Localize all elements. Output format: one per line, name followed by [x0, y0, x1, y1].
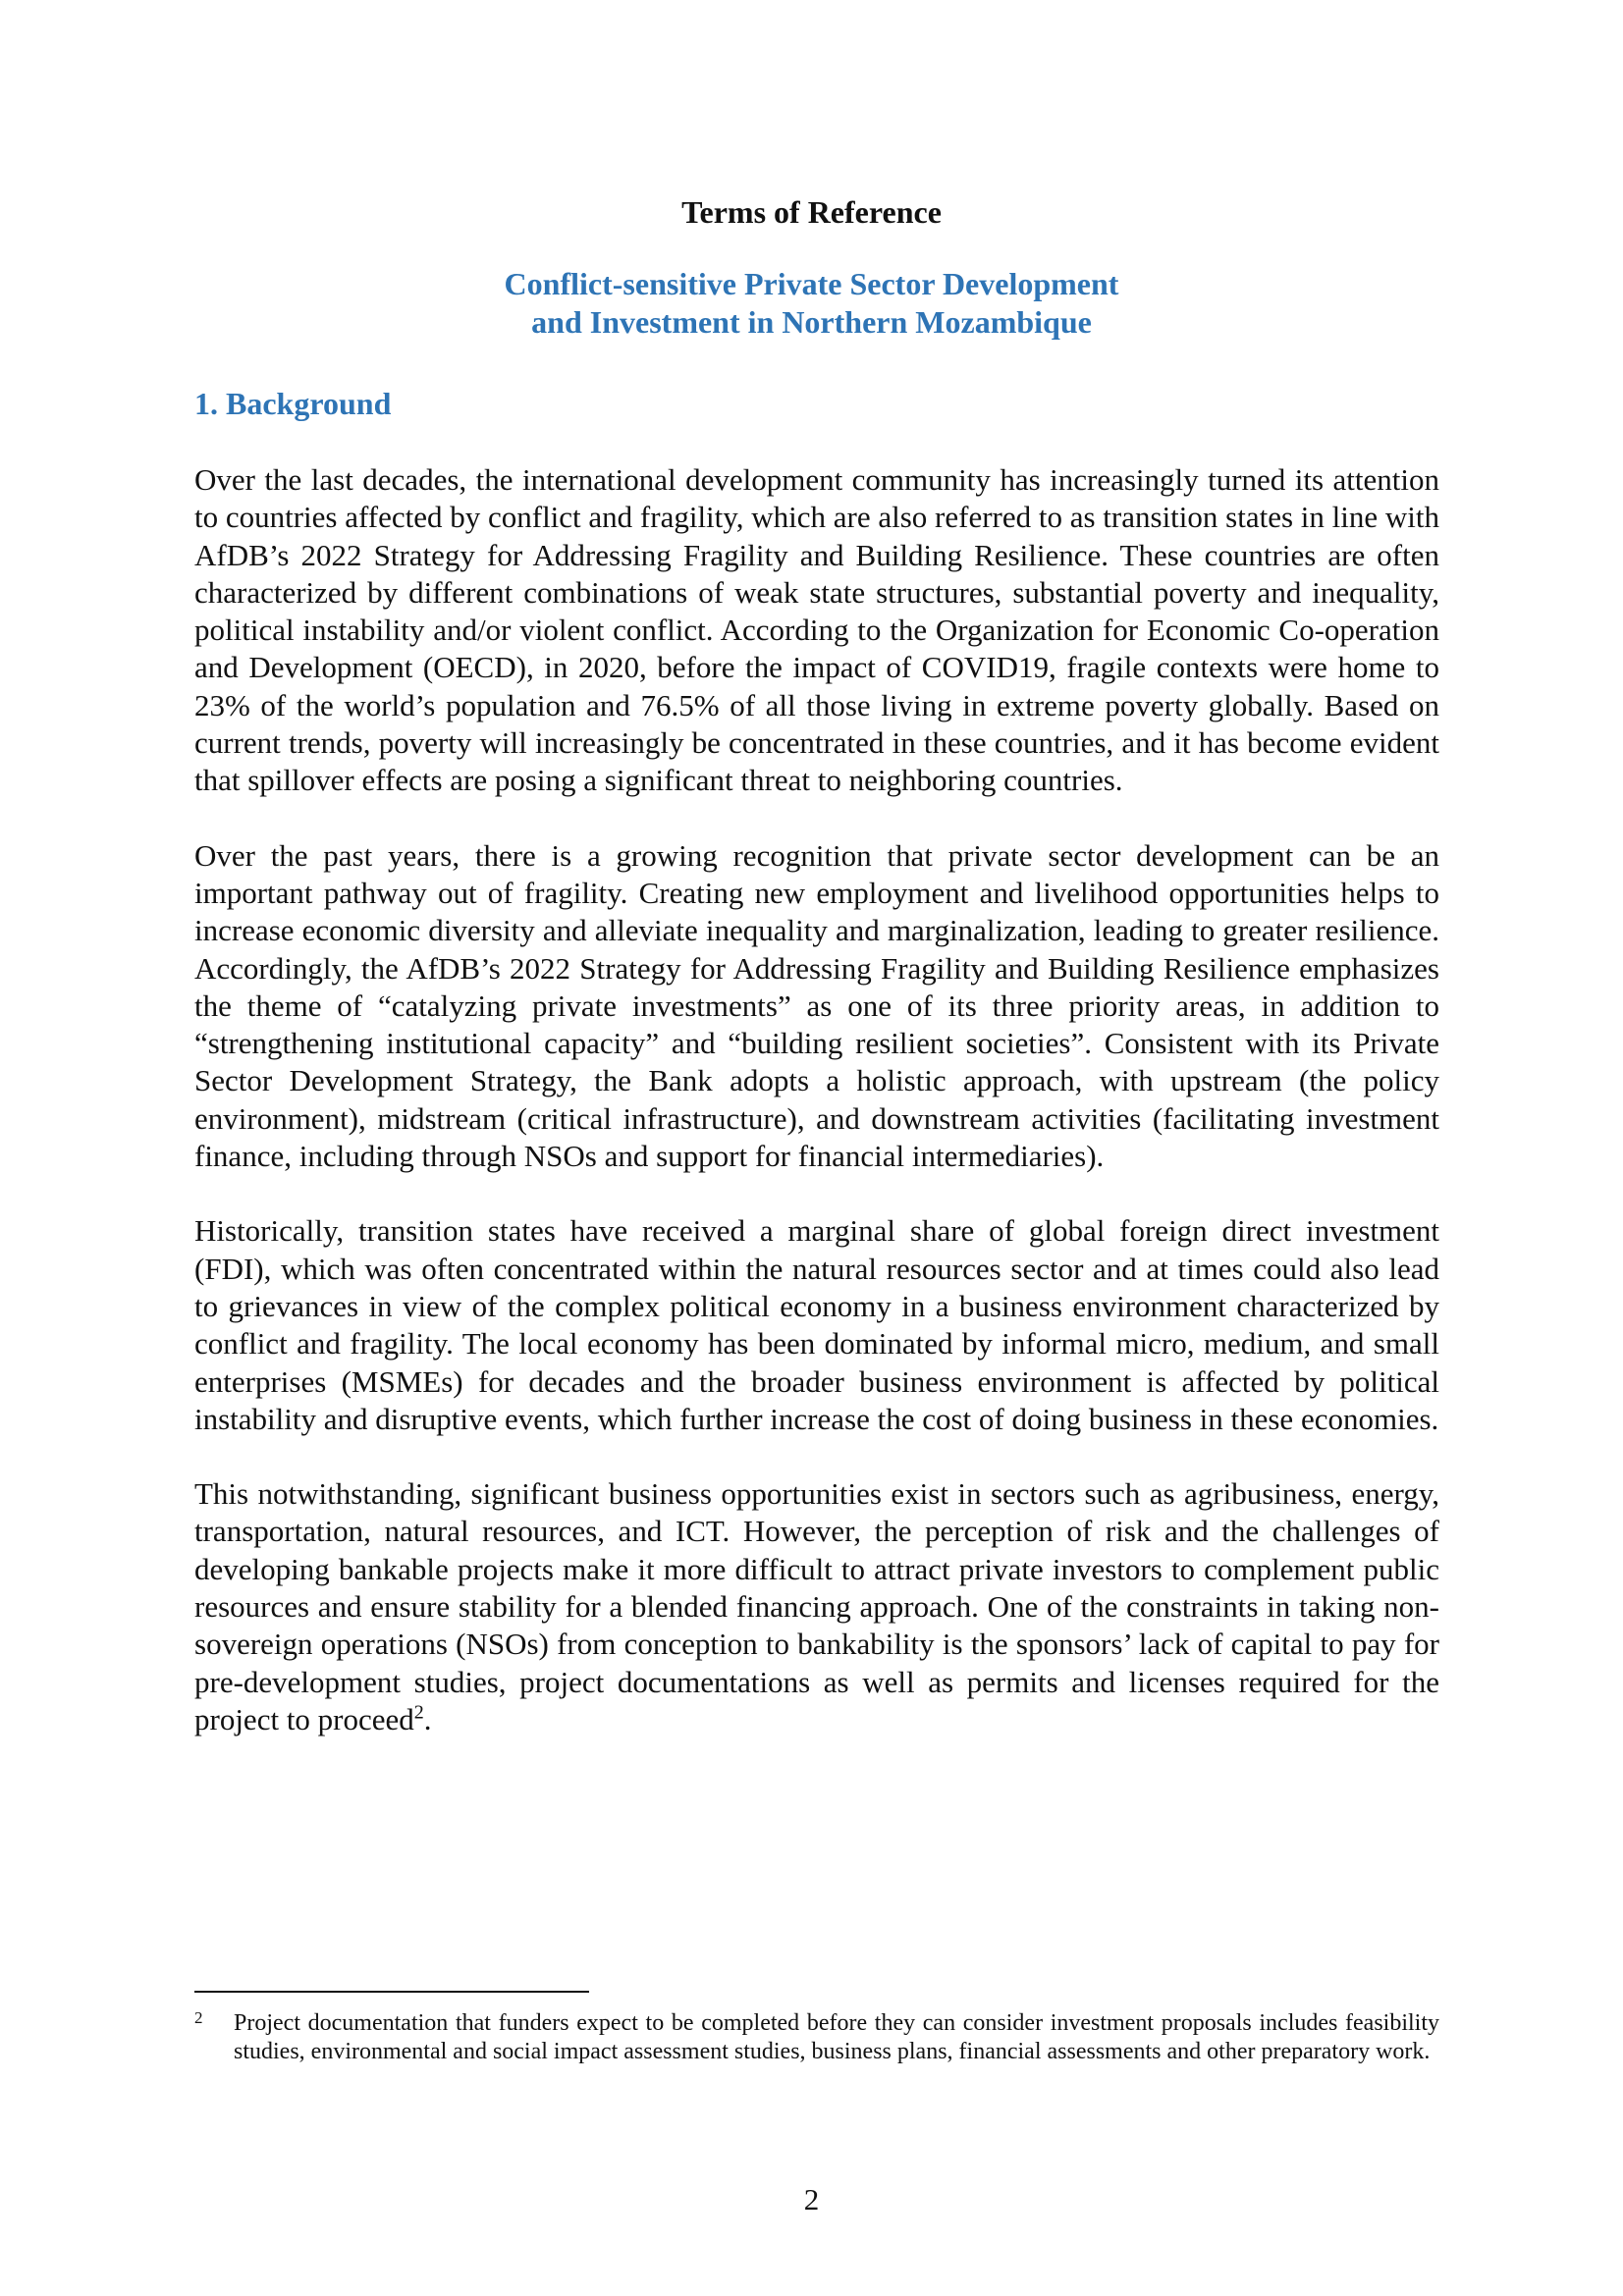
document-subtitle [0, 265, 1623, 342]
footnote-divider [194, 1991, 589, 1993]
section-heading-background: 1. Background [194, 386, 392, 421]
footnote-text: Project documentation that funders expect to be completed before they can consider investment proposals includes feasibility studies, environmental and social impact assessment studies, business plans, financial assessments and other preparatory work. [234, 2010, 1439, 2064]
paragraph-4-end: . [423, 1701, 432, 1736]
subtitle-line-1: Conflict-sensitive Private Sector Development [504, 266, 1119, 301]
paragraph-3: Historically, transition states have received a marginal share of global foreign direct investment (FDI), which was often concentrated within the natural resources sector and at times could also lead to grievances in view of the complex political economy in a business environment characterized by conflict and fragility. The local economy has been dominated by informal micro, medium, and small enterprises (MSMEs) for decades and the broader business environment is affected by political instability and disruptive events, which further increase the cost of doing business in these economies. [194, 1213, 1439, 1436]
page-number: 2 [803, 2182, 820, 2216]
paragraph-4-text: This notwithstanding, significant business opportunities exist in sectors such as agribusiness, energy, transportation, natural resources, and ICT. However, the perception of risk and the challenges of developing bankable projects make it more difficult to attract private investors to complement public resources and ensure stability for a blended financing approach. One of the constraints in taking non-sovereign operations (NSOs) from conception to bankability is the sponsors’ lack of capital to pay for pre-development studies, project documentations as well as permits and licenses required for the project to proceed [194, 1476, 1439, 1736]
section-body [194, 461, 1439, 1776]
paragraph-1: Over the last decades, the international development community has increasingly turned its attention to countries affected by conflict and fragility, which are also referred to as transition states in line with AfDB’s 2022 Strategy for Addressing Fragility and Building Resilience. These countries are often characterized by different combinations of weak state structures, substantial poverty and inequality, political instability and/or violent conflict. According to the Organization for Economic Co-operation and Development (OECD), in 2020, before the impact of COVID19, fragile contexts were home to 23% of the world’s population and 76.5% of all those living in extreme poverty globally. Based on current trends, poverty will increasingly be concentrated in these countries, and it has become evident that spillover effects are posing a significant threat to neighboring countries. [194, 462, 1439, 798]
footnote [194, 2009, 1439, 2066]
paragraph-4 [194, 1475, 1439, 1738]
document-title: Terms of Reference [681, 194, 942, 230]
footnote-mark: 2 [194, 2008, 203, 2027]
subtitle-line-2: and Investment in Northern Mozambique [531, 304, 1092, 340]
footnote-reference[interactable]: 2 [413, 1701, 424, 1724]
paragraph-2: Over the past years, there is a growing recognition that private sector development can be an important pathway out of fragility. Creating new employment and livelihood opportunities helps to increase economic diversity and alleviate inequality and marginalization, leading to greater resilience. Accordingly, the AfDB’s 2022 Strategy for Addressing Fragility and Building Resilience emphasizes the theme of “catalyzing private investments” as one of its three priority areas, in addition to “strengthening institutional capacity” and “building resilient societies”. Consistent with its Private Sector Development Strategy, the Bank adopts a holistic approach, with upstream (the policy environment), midstream (critical infrastructure), and downstream activities (facilitating investment finance, including through NSOs and support for financial intermediaries). [194, 837, 1439, 1174]
